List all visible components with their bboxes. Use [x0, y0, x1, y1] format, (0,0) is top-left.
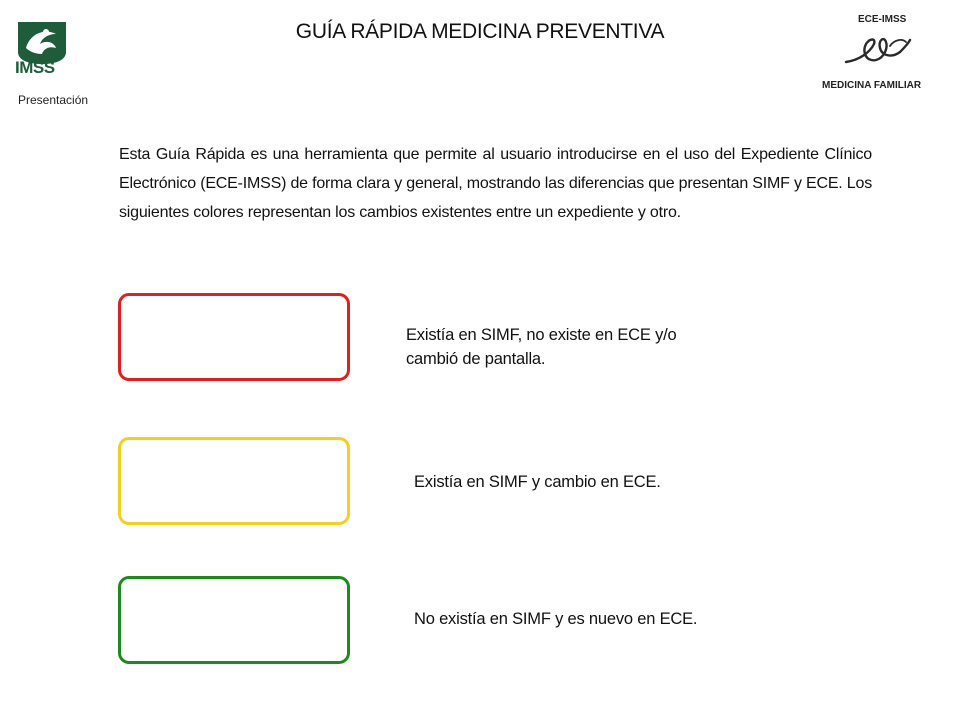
page-title: GUÍA RÁPIDA MEDICINA PREVENTIVA [295, 20, 665, 43]
legend-swatch-yellow [118, 437, 350, 525]
logo-text: IMSS [15, 58, 55, 77]
presentation-label: Presentación [18, 93, 89, 107]
legend-text-green: No existía en SIMF y es nuevo en ECE. [414, 610, 698, 628]
legend-text-red: Existía en SIMF, no existe en ECE y/o cambió de pantalla. [406, 326, 677, 368]
legend-text-yellow: Existía en SIMF y cambio en ECE. [414, 473, 661, 491]
legend-swatch-green [118, 576, 350, 664]
department-label: MEDICINA FAMILIAR [822, 80, 922, 91]
intro-paragraph: Esta Guía Rápida es una herramienta que permite al usuario introducirse en el uso del Expediente Clínico Electrónico (ECE-IMSS) de forma clara y general, mostrando las diferencias que presentan SIMF y ECE. Los siguientes colores representan los cambios existentes entre un expediente y otro. [119, 146, 872, 221]
legend-swatch-red [118, 293, 350, 381]
ece-label: ECE-IMSS [858, 14, 907, 25]
ece-signature-icon [840, 32, 914, 68]
